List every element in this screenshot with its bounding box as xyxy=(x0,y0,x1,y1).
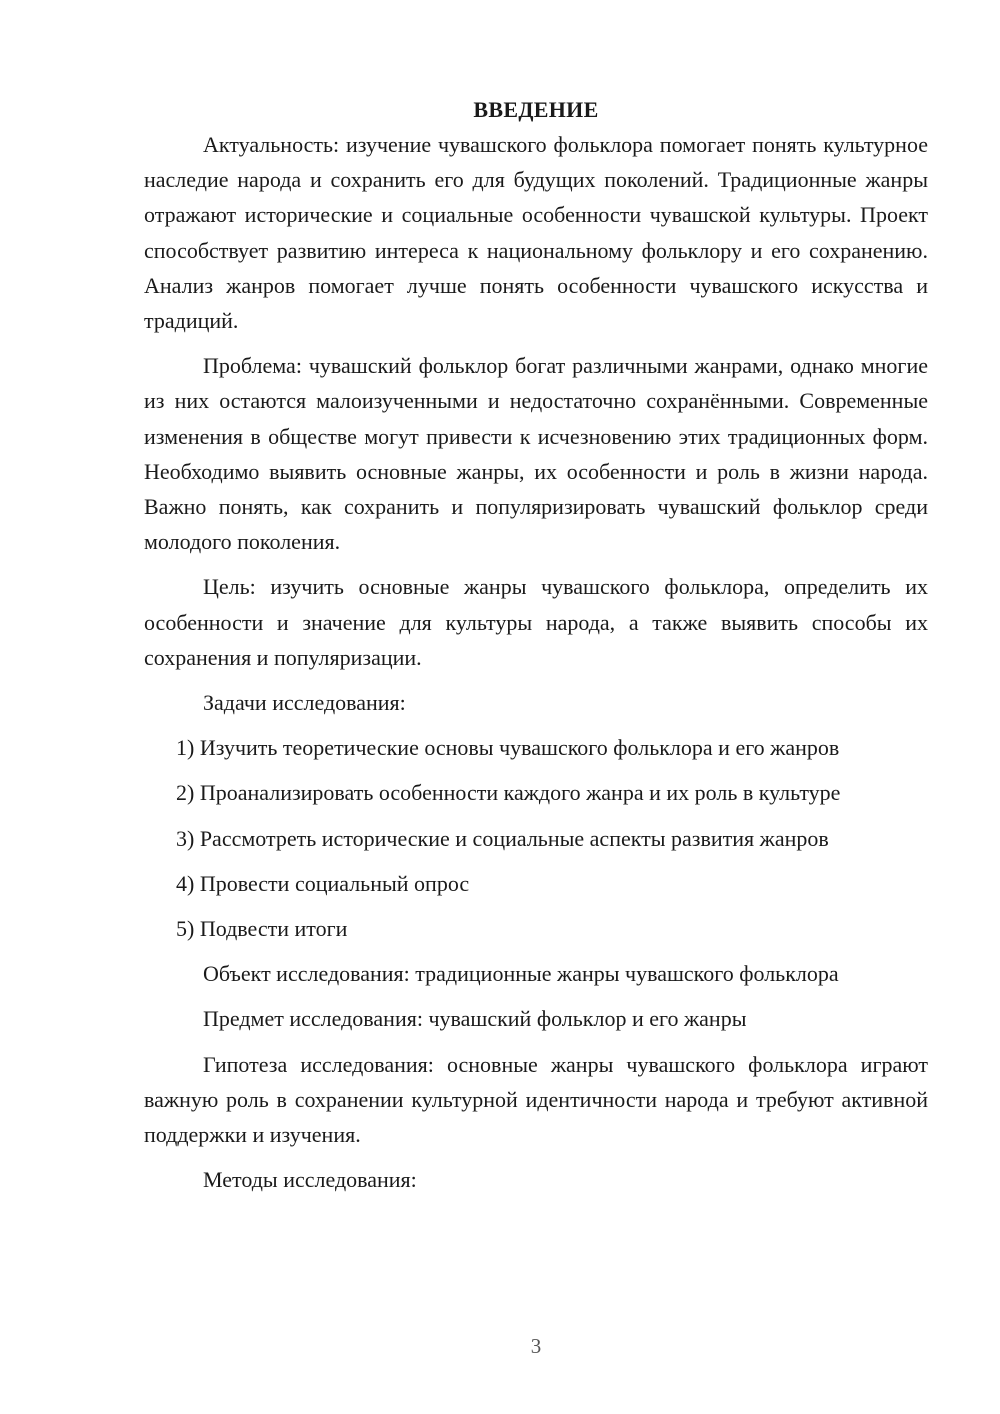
paragraph-tasks-heading: Задачи исследования: xyxy=(203,690,406,716)
task-item: 2) Проанализировать особенности каждого жанра и их роль в культуре xyxy=(176,780,841,806)
paragraph-subject: Предмет исследования: чувашский фольклор и его жанры xyxy=(203,1006,747,1032)
paragraph-methods: Методы исследования: xyxy=(203,1167,417,1193)
task-item: 1) Изучить теоретические основы чувашского фольклора и его жанров xyxy=(176,735,840,761)
task-item: 3) Рассмотреть исторические и социальные аспекты развития жанров xyxy=(176,825,829,851)
paragraph-object: Объект исследования: традиционные жанры чувашского фольклора xyxy=(203,961,839,987)
paragraph-relevance: Актуальность: изучение чувашского фольклора помогает понять культурное наследие народа и сохранить его для будущих поколений. Традиционные жанры отражают исторические и социальные особенности чувашской культуры. Проект способствует развитию интереса к национальному фольклору и его сохранению. Анализ жанров помогает лучше понять особенности чувашского искусства и традиций. xyxy=(144,132,928,334)
task-item: 5) Подвести итоги xyxy=(176,916,348,942)
paragraph-problem: Проблема: чувашский фольклор богат различными жанрами, однако многие из них остаются малоизученными и недостаточно сохранёнными. Современные изменения в обществе могут привести к исчезновению этих традиционных форм. Необходимо выявить основные жанры, их особенности и роль в жизни народа. Важно понять, как сохранить и популяризировать чувашский фольклор среди молодого поколения. xyxy=(144,353,928,555)
paragraph-goal: Цель: изучить основные жанры чувашского фольклора, определить их особенности и значение для культуры народа, а также выявить способы их сохранения и популяризации. xyxy=(144,574,928,670)
page-title: ВВЕДЕНИЕ xyxy=(473,97,599,122)
task-item: 4) Провести социальный опрос xyxy=(176,870,470,896)
page-number: 3 xyxy=(530,1334,542,1358)
document-page xyxy=(144,92,928,1197)
paragraph-hypothesis: Гипотеза исследования: основные жанры чувашского фольклора играют важную роль в сохранении культурной идентичности народа и требуют активной поддержки и изучения. xyxy=(144,1051,928,1148)
